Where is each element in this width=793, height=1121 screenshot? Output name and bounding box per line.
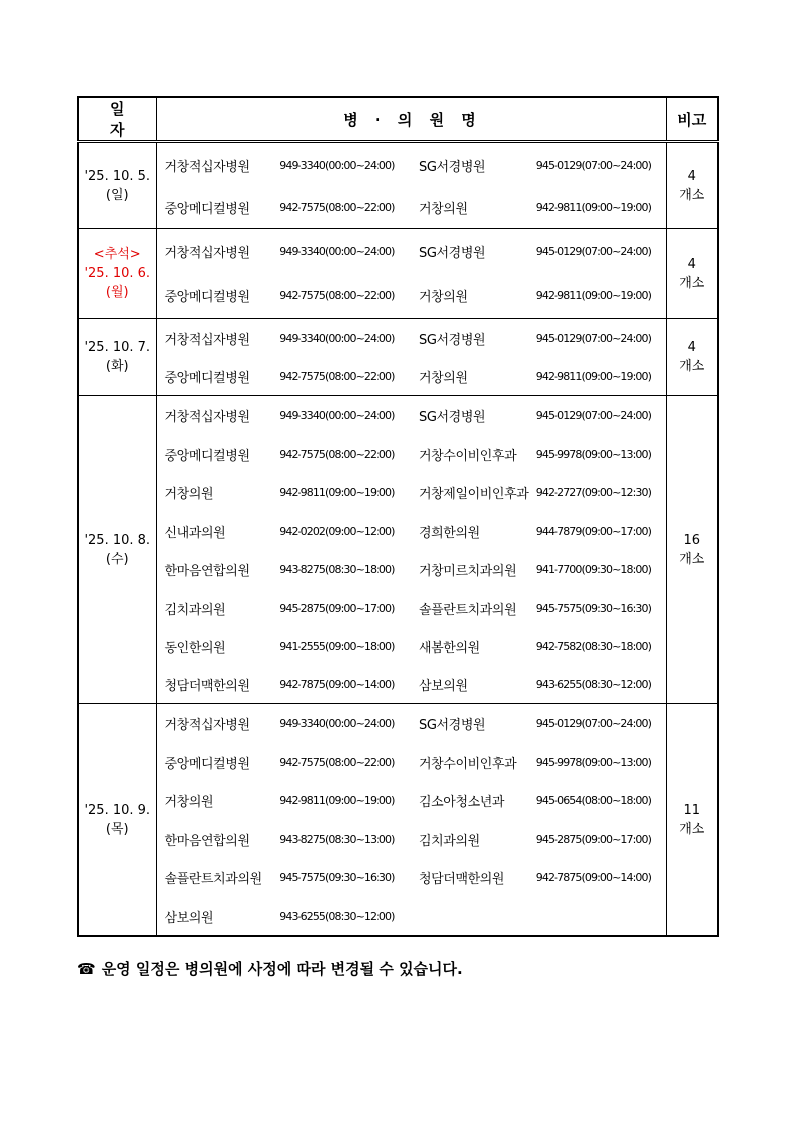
list-item: [157, 858, 666, 897]
hospital-phone-hours: 945-7575(09:30~16:30): [535, 601, 652, 615]
hospital-name: 중앙메디컬병원: [164, 202, 250, 217]
hospital-list: [156, 704, 666, 937]
hospital-phone-hours: 945-0129(07:00~24:00): [535, 717, 652, 730]
note-cell: [666, 142, 718, 229]
hospital-phone-hours: 942-9811(09:00~19:00): [535, 289, 652, 302]
list-item: [157, 473, 666, 512]
list-item: [157, 435, 666, 473]
count-text: 4: [687, 340, 696, 355]
count-text: 4: [687, 168, 696, 184]
day-row-1005: [78, 142, 718, 229]
hospital-name: 거창적십자병원: [164, 718, 250, 733]
count-text: 11: [683, 802, 701, 818]
hospital-name: SG서경병원: [418, 718, 486, 733]
hospital-name: 중앙메디컬병원: [164, 370, 250, 386]
hospital-name: 거창제일이비인후과: [418, 487, 529, 502]
date-text: '25. 10. 9.: [84, 802, 151, 818]
hospital-phone-hours: 941-2555(09:00~18:00): [279, 639, 395, 653]
hospital-phone-hours: 942-7575(08:00~22:00): [279, 447, 395, 461]
hospital-name: 삼보의원: [418, 678, 468, 694]
weekday-text: (화): [105, 359, 129, 374]
hospital-name: 한마음연합의원: [164, 833, 250, 849]
weekday-text: (일): [105, 187, 129, 203]
hospital-list: [156, 396, 666, 704]
hospital-phone-hours: 949-3340(00:00~24:00): [279, 331, 395, 345]
hospital-phone-hours: 941-7700(09:30~18:00): [535, 563, 652, 576]
hospital-name: 김치과의원: [418, 833, 480, 849]
count-unit: 개소: [679, 187, 705, 203]
hospital-phone-hours: 942-7582(08:30~18:00): [535, 639, 652, 653]
hospital-phone-hours: 945-0129(07:00~24:00): [535, 331, 652, 345]
hospital-phone-hours: 945-9978(09:00~13:00): [535, 447, 652, 461]
hospital-phone-hours: 943-8275(08:30~18:00): [279, 563, 395, 576]
list-item: [157, 396, 666, 435]
hospital-name: 거창의원: [164, 795, 214, 810]
hospital-name: 거창의원: [418, 370, 468, 386]
list-item: [157, 589, 666, 627]
hospital-phone-hours: 945-0129(07:00~24:00): [535, 409, 652, 422]
hospital-phone-hours: 943-6255(08:30~12:00): [535, 677, 652, 691]
list-item: [157, 550, 666, 589]
hospital-name: 거창의원: [418, 290, 468, 305]
list-item: [157, 143, 666, 187]
day-row-1009: [78, 704, 718, 937]
hospital-phone-hours: 942-2727(09:00~12:30): [535, 486, 652, 499]
hospital-phone-hours: 945-0129(07:00~24:00): [535, 158, 652, 172]
hospital-phone-hours: 942-9811(09:00~19:00): [279, 486, 395, 499]
hospital-phone-hours: 949-3340(00:00~24:00): [279, 158, 395, 172]
notice: [77, 958, 463, 979]
hospital-phone-hours: 942-7575(08:00~22:00): [279, 369, 395, 383]
list-item: [157, 743, 666, 781]
list-item: [157, 627, 666, 665]
header-hospitals: 병 · 의 원 명: [156, 97, 666, 142]
list-item: [157, 781, 666, 820]
list-item: [157, 704, 666, 743]
list-item: [157, 512, 666, 550]
hospital-name: 중앙메디컬병원: [164, 756, 250, 772]
hospital-phone-hours: 942-7575(08:00~22:00): [279, 201, 395, 214]
date-cell: [78, 142, 156, 229]
hospital-name: 솔플란트치과의원: [164, 872, 262, 887]
hospital-name: 신내과의원: [164, 525, 226, 541]
hospital-name: 동인한의원: [164, 640, 226, 656]
hospital-name: 거창적십자병원: [164, 410, 250, 425]
hospital-phone-hours: 945-2875(09:00~17:00): [535, 832, 652, 846]
hospital-name: 한마음연합의원: [164, 564, 250, 579]
hospital-name: SG서경병원: [418, 159, 486, 175]
hospital-name: 거창의원: [418, 202, 468, 217]
holiday-label: <추석>: [93, 247, 141, 262]
notice-text: 운영 일정은 병의원에 사정에 따라 변경될 수 있습니다.: [101, 960, 463, 978]
hospital-name: SG서경병원: [418, 245, 486, 261]
hospital-name: 거창적십자병원: [164, 245, 250, 261]
hospital-list: [156, 319, 666, 396]
count-unit: 개소: [679, 275, 705, 291]
hospital-phone-hours: 942-0202(09:00~12:00): [279, 524, 395, 538]
hospital-name: 거창수이비인후과: [418, 756, 517, 772]
date-cell: [78, 396, 156, 704]
list-item: [157, 319, 666, 357]
note-cell: [666, 319, 718, 396]
hospital-phone-hours: 943-8275(08:30~13:00): [279, 832, 395, 846]
hospital-phone-hours: 945-2875(09:00~17:00): [279, 601, 395, 615]
hospital-phone-hours: 949-3340(00:00~24:00): [279, 717, 395, 730]
header-note: 비고: [666, 97, 718, 142]
note-cell: [666, 704, 718, 937]
day-row-1007: [78, 319, 718, 396]
hospital-phone-hours: 942-9811(09:00~19:00): [279, 794, 395, 807]
hospital-phone-hours: 942-7575(08:00~22:00): [279, 755, 395, 769]
hospital-name: 경희한의원: [418, 525, 480, 541]
hospital-phone-hours: 942-9811(09:00~19:00): [535, 201, 652, 214]
date-text: '25. 10. 6.: [84, 266, 151, 281]
hospital-phone-hours: 945-7575(09:30~16:30): [279, 871, 395, 884]
count-unit: 개소: [679, 359, 705, 374]
hospital-name: 중앙메디컬병원: [164, 290, 250, 305]
hospital-name: 새봄한의원: [418, 640, 480, 656]
hospital-name: 거창적십자병원: [164, 332, 250, 348]
hospital-name: 거창미르치과의원: [418, 564, 517, 579]
hospital-phone-hours: 945-0654(08:00~18:00): [535, 794, 652, 807]
note-cell: [666, 396, 718, 704]
schedule-table: [77, 96, 719, 937]
date-cell: [78, 319, 156, 396]
day-row-1006: [78, 229, 718, 319]
list-item: [157, 820, 666, 858]
hospital-name: 청담더맥한의원: [164, 678, 250, 694]
weekday-text: (수): [105, 551, 129, 567]
hospital-name: SG서경병원: [418, 332, 486, 348]
note-cell: [666, 229, 718, 319]
hospital-name: 삼보의원: [164, 910, 214, 926]
hospital-phone-hours: 943-6255(08:30~12:00): [279, 909, 395, 923]
list-item: [157, 187, 666, 228]
list-item: [157, 229, 666, 273]
date-cell: [78, 229, 156, 319]
weekday-text: (목): [105, 821, 129, 837]
hospital-phone-hours: 945-9978(09:00~13:00): [535, 755, 652, 769]
hospital-phone-hours: 942-7575(08:00~22:00): [279, 289, 395, 302]
day-row-1008: [78, 396, 718, 704]
count-unit: 개소: [679, 551, 705, 567]
header-row: [78, 97, 718, 142]
header-date: 일 자: [78, 97, 156, 142]
hospital-phone-hours: 949-3340(00:00~24:00): [279, 244, 395, 258]
count-unit: 개소: [679, 821, 705, 837]
hospital-name: 거창수이비인후과: [418, 448, 517, 464]
list-item: [157, 357, 666, 395]
hospital-name: SG서경병원: [418, 410, 486, 425]
hospital-name: 솔플란트치과의원: [418, 602, 517, 618]
weekday-text: (월): [105, 285, 129, 300]
list-item: [157, 665, 666, 703]
date-cell: [78, 704, 156, 937]
hospital-name: 김치과의원: [164, 602, 226, 618]
date-text: '25. 10. 7.: [84, 340, 151, 355]
hospital-phone-hours: 942-7875(09:00~14:00): [279, 677, 395, 691]
count-text: 16: [683, 532, 701, 548]
hospital-list: [156, 142, 666, 229]
hospital-phone-hours: 942-9811(09:00~19:00): [535, 369, 652, 383]
hospital-name: 거창적십자병원: [164, 159, 250, 175]
date-text: '25. 10. 8.: [84, 532, 151, 548]
date-text: '25. 10. 5.: [84, 168, 151, 184]
hospital-phone-hours: 944-7879(09:00~17:00): [535, 524, 652, 538]
hospital-phone-hours: 945-0129(07:00~24:00): [535, 244, 652, 258]
hospital-list: [156, 229, 666, 319]
hospital-name: 김소아청소년과: [418, 795, 505, 810]
hospital-name: 중앙메디컬병원: [164, 448, 250, 464]
telephone-icon: ☎: [77, 960, 96, 978]
hospital-phone-hours: 949-3340(00:00~24:00): [279, 409, 395, 422]
hospital-name: 청담더맥한의원: [418, 872, 505, 887]
hospital-name: 거창의원: [164, 487, 214, 502]
list-item: [157, 273, 666, 318]
count-text: 4: [687, 256, 696, 272]
list-item: [157, 897, 666, 935]
hospital-phone-hours: 942-7875(09:00~14:00): [535, 871, 652, 884]
